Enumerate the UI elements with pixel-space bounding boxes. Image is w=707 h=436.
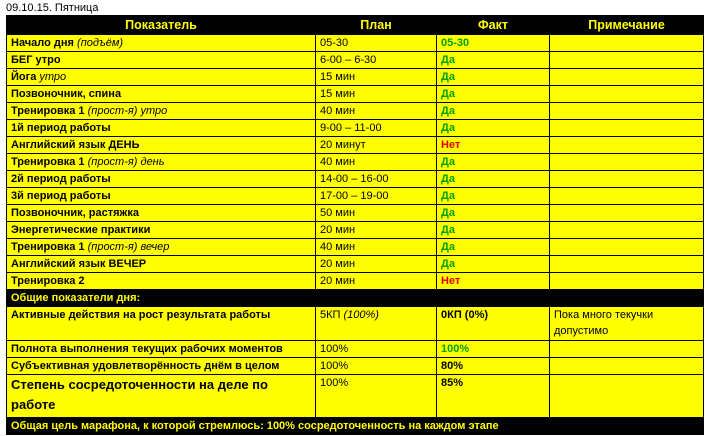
column-header-indicator: Показатель	[7, 16, 316, 35]
row-plan: 40 мин	[316, 239, 437, 256]
row-note	[550, 52, 704, 69]
row-plan: 50 мин	[316, 205, 437, 222]
row-fact: Да	[437, 188, 550, 205]
summary-indicator: Полнота выполнения текущих рабочих моментов	[7, 341, 316, 358]
table-row	[7, 154, 704, 171]
summary-plan-value: 5КП	[320, 309, 344, 321]
indicator-label: Энергетические практики	[11, 224, 151, 236]
row-plan: 9-00 – 11-00	[316, 120, 437, 137]
row-indicator	[7, 154, 316, 171]
section-title: Общие показатели дня:	[7, 290, 704, 307]
row-fact: Да	[437, 52, 550, 69]
indicator-qualifier: (прост-я) утро	[87, 105, 168, 117]
indicator-qualifier: (подъём)	[77, 37, 124, 49]
row-fact: Да	[437, 154, 550, 171]
indicator-label: Английский язык ДЕНЬ	[11, 139, 140, 151]
row-indicator	[7, 137, 316, 154]
summary-indicator: Степень сосредоточенности на деле по работе	[7, 375, 316, 418]
summary-row	[7, 375, 704, 418]
summary-fact: 80%	[437, 358, 550, 375]
row-fact: 05-30	[437, 35, 550, 52]
indicator-qualifier: (прост-я) вечер	[87, 241, 170, 253]
summary-plan-value: 100%	[320, 377, 349, 389]
row-fact: Да	[437, 205, 550, 222]
table-row	[7, 120, 704, 137]
column-header-fact: Факт	[437, 16, 550, 35]
indicator-label: БЕГ утро	[11, 54, 61, 66]
row-plan: 40 мин	[316, 103, 437, 120]
indicator-label: Английский язык ВЕЧЕР	[11, 258, 147, 270]
indicator-label: Позвоночник, растяжка	[11, 207, 139, 219]
row-plan: 15 мин	[316, 86, 437, 103]
row-plan: 20 минут	[316, 137, 437, 154]
summary-note: Пока много текучки допустимо	[550, 307, 704, 341]
row-indicator	[7, 171, 316, 188]
summary-note	[550, 375, 704, 418]
row-indicator	[7, 35, 316, 52]
row-note	[550, 154, 704, 171]
table-row	[7, 273, 704, 290]
indicator-label: Тренировка 1	[11, 105, 85, 117]
indicator-label: Тренировка 2	[11, 275, 85, 287]
row-indicator	[7, 103, 316, 120]
table-row	[7, 239, 704, 256]
summary-plan	[316, 358, 437, 375]
row-plan: 20 мин	[316, 273, 437, 290]
indicator-label: Тренировка 1	[11, 241, 85, 253]
summary-plan	[316, 341, 437, 358]
indicator-label: Тренировка 1	[11, 156, 85, 168]
row-note	[550, 273, 704, 290]
summary-note	[550, 358, 704, 375]
indicator-label: Начало дня	[11, 37, 74, 49]
row-fact: Нет	[437, 137, 550, 154]
row-indicator	[7, 273, 316, 290]
summary-row	[7, 358, 704, 375]
indicator-label: 3й период работы	[11, 190, 111, 202]
row-note	[550, 103, 704, 120]
row-fact: Да	[437, 120, 550, 137]
row-indicator	[7, 69, 316, 86]
row-plan: 40 мин	[316, 154, 437, 171]
row-fact: Да	[437, 69, 550, 86]
summary-fact: 100%	[437, 341, 550, 358]
rows-body	[7, 35, 704, 290]
row-indicator	[7, 256, 316, 273]
row-note	[550, 137, 704, 154]
row-indicator	[7, 120, 316, 137]
summary-note	[550, 341, 704, 358]
table-row	[7, 103, 704, 120]
row-plan: 6-00 – 6-30	[316, 52, 437, 69]
summary-fact: 0КП (0%)	[437, 307, 550, 341]
summary-row	[7, 341, 704, 358]
table-row	[7, 35, 704, 52]
table-row	[7, 86, 704, 103]
row-indicator	[7, 205, 316, 222]
row-fact: Да	[437, 171, 550, 188]
summary-plan	[316, 375, 437, 418]
row-plan: 15 мин	[316, 69, 437, 86]
row-plan: 17-00 – 19-00	[316, 188, 437, 205]
table-row	[7, 52, 704, 69]
summary-plan-value: 100%	[320, 343, 349, 355]
table-row	[7, 188, 704, 205]
row-note	[550, 256, 704, 273]
section-row	[7, 290, 704, 307]
indicator-label: 2й период работы	[11, 173, 111, 185]
row-note	[550, 35, 704, 52]
row-indicator	[7, 222, 316, 239]
row-note	[550, 120, 704, 137]
row-note	[550, 205, 704, 222]
daily-report-table	[6, 15, 704, 435]
row-note	[550, 222, 704, 239]
summary-row	[7, 307, 704, 341]
indicator-label: 1й период работы	[11, 122, 111, 134]
row-fact: Да	[437, 103, 550, 120]
summary-plan	[316, 307, 437, 341]
row-note	[550, 86, 704, 103]
header-row	[7, 16, 704, 35]
indicator-qualifier: (прост-я) день	[87, 156, 165, 168]
table-row	[7, 69, 704, 86]
row-fact: Да	[437, 256, 550, 273]
summary-indicator: Субъективная удовлетворённость днём в целом	[7, 358, 316, 375]
row-note	[550, 171, 704, 188]
summary-plan-value: 100%	[320, 360, 349, 372]
row-plan: 14-00 – 16-00	[316, 171, 437, 188]
column-header-note: Примечание	[550, 16, 704, 35]
row-fact: Да	[437, 222, 550, 239]
table-row	[7, 205, 704, 222]
row-indicator	[7, 52, 316, 69]
row-indicator	[7, 239, 316, 256]
date-label: 09.10.15. Пятница	[6, 2, 99, 14]
column-header-plan: План	[316, 16, 437, 35]
row-plan: 05-30	[316, 35, 437, 52]
footer-text: Общая цель марафона, к которой стремлюсь: 100% сосредоточенность на каждом этапе	[7, 418, 704, 435]
table-row	[7, 256, 704, 273]
summary-plan-percent: (100%)	[343, 309, 379, 321]
row-fact: Да	[437, 239, 550, 256]
indicator-qualifier: утро	[39, 71, 67, 83]
table-row	[7, 137, 704, 154]
row-note	[550, 188, 704, 205]
summary-body	[7, 290, 704, 418]
row-note	[550, 69, 704, 86]
table-row	[7, 171, 704, 188]
footer-row	[7, 418, 704, 435]
row-fact: Да	[437, 86, 550, 103]
summary-fact: 85%	[437, 375, 550, 418]
row-note	[550, 239, 704, 256]
row-fact: Нет	[437, 273, 550, 290]
row-indicator	[7, 188, 316, 205]
indicator-label: Позвоночник, спина	[11, 88, 122, 100]
table-row	[7, 222, 704, 239]
summary-indicator: Активные действия на рост результата работы	[7, 307, 316, 341]
row-plan: 20 мин	[316, 256, 437, 273]
row-indicator	[7, 86, 316, 103]
indicator-label: Йога	[11, 71, 37, 83]
row-plan: 20 мин	[316, 222, 437, 239]
